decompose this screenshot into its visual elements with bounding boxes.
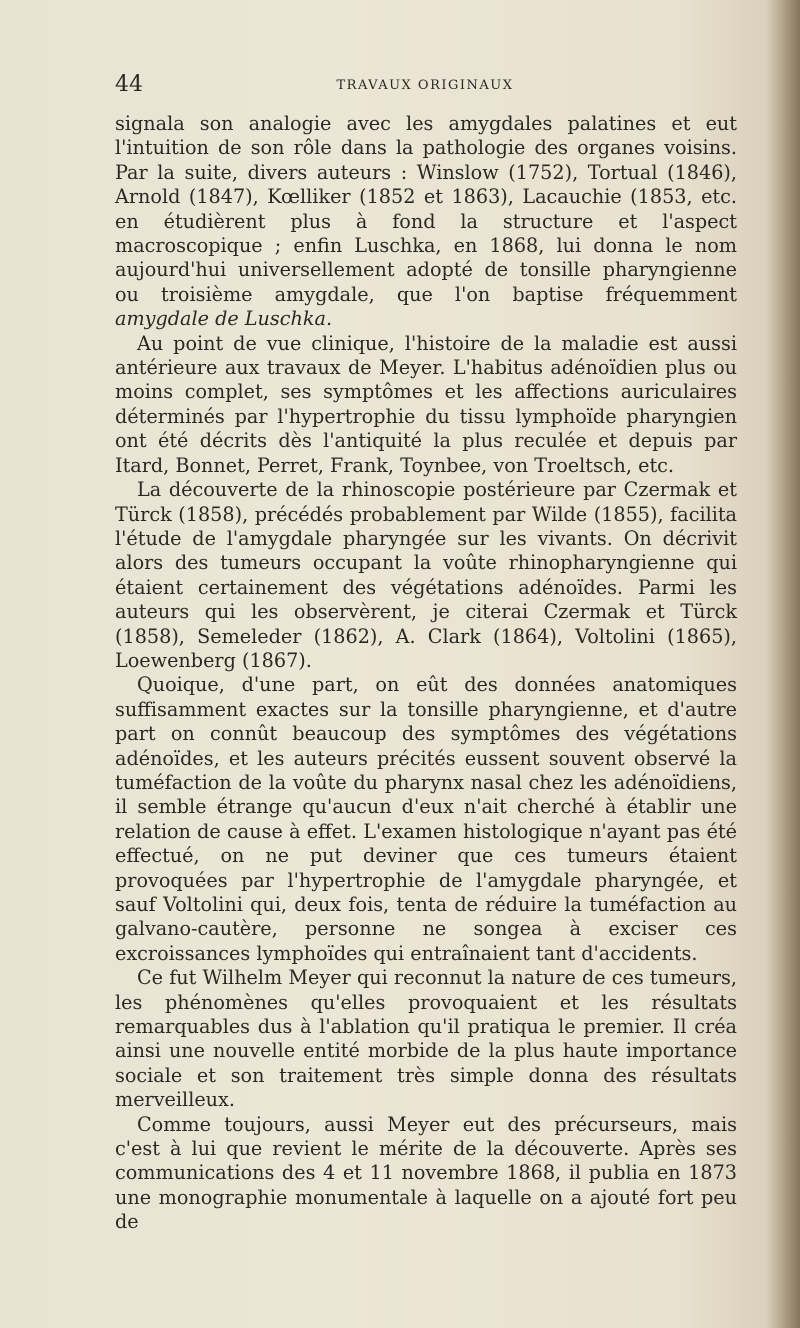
paragraph-1-end: . xyxy=(325,307,333,331)
body-text xyxy=(115,112,737,1235)
page-header xyxy=(115,72,735,102)
running-title: TRAVAUX ORIGINAUX xyxy=(336,78,514,93)
paragraph-2: Au point de vue clinique, l'histoire de la maladie est aussi antérieure aux travaux de Meyer. L'habitus adénoïdien plus ou moins complet, ses symptômes et les affections auriculaires déterminés par l'hypertrophie du tissu lymphoïde pharyngien ont été décrits dès l'antiquité la plus reculée et depuis par Itard, Bonnet, Perret, Frank, Toynbee, von Troeltsch, etc. xyxy=(115,331,737,477)
paragraph-1-text: signala son analogie avec les amygdales palatines et eut l'intuition de son rôle dans la pathologie des organes voisins. Par la suite, divers auteurs : Winslow (1752), Tortual (1846), Arnold (1847), Kœlliker (1852 et 1863), Lacauchie (1853, etc. en étudièrent plus à fond la structure et l'aspect macroscopique ; enfin Luschka, en 1868, lui donna le nom aujourd'hui universellement adopté de tonsille pharyngienne ou troisième amygdale, que l'on baptise fréquemment xyxy=(115,112,737,306)
paragraph-3: La découverte de la rhinoscopie postérieure par Czermak et Türck (1858), précédés probablement par Wilde (1855), facilita l'étude de l'amygdale pharyngée sur les vivants. On décrivit alors des tumeurs occupant la voûte rhinopharyngienne qui étaient certainement des végétations adénoïdes. Parmi les auteurs qui les observèrent, je citerai Czermak et Türck (1858), Semeleder (1862), A. Clark (1864), Voltolini (1865), Loewenberg (1867). xyxy=(115,478,737,672)
paragraph-6: Comme toujours, aussi Meyer eut des précurseurs, mais c'est à lui que revient le mérite de la découverte. Après ses communications des 4 et 11 novembre 1868, il publia en 1873 une monographie monumentale à laquelle on a ajouté fort peu de xyxy=(115,1112,737,1234)
paragraph-1 xyxy=(115,112,737,332)
paragraph-5: Ce fut Wilhelm Meyer qui reconnut la nature de ces tumeurs, les phénomènes qu'elles provoquaient et les résultats remarquables dus à l'ablation qu'il pratiqua le premier. Il créa ainsi une nouvelle entité morbide de la plus haute importance sociale et son traitement très simple donna des résultats merveilleux. xyxy=(115,966,737,1112)
paragraph-4: Quoique, d'une part, on eût des données anatomiques suffisamment exactes sur la tonsille pharyngienne, et d'autre part on connût beaucoup des symptômes des végétations adénoïdes, et les auteurs précités eussent souvent observé la tuméfaction de la voûte du pharynx nasal chez les adénoïdiens, il semble étrange qu'aucun d'eux n'ait cherché à établir une relation de cause à effet. L'examen histologique n'ayant pas été effectué, on ne put deviner que ces tumeurs étaient provoquées par l'hypertrophie de l'amygdale pharyngée, et sauf Voltolini qui, deux fois, tenta de réduire la tuméfaction au galvano-cautère, personne ne songea à exciser ces excroissances lymphoïdes qui entraînaient tant d'accidents. xyxy=(115,673,737,965)
page-gutter-shadow xyxy=(766,0,800,1328)
paragraph-1-italic-term: amygdale de Luschka xyxy=(115,307,326,331)
page-number: 44 xyxy=(115,72,143,97)
